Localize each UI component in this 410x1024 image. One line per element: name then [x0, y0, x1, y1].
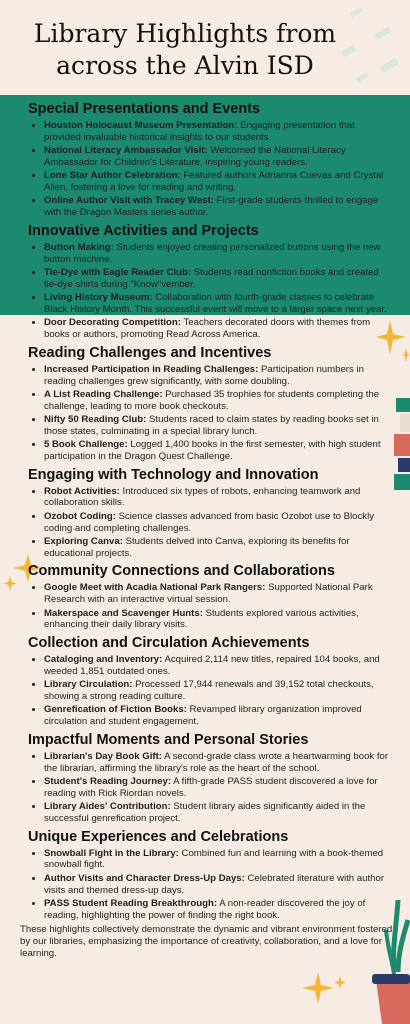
item-text: Acquired 2,114 new titles, repaired 104 books, and weeded 1,851 outdated ones. — [44, 654, 380, 677]
item-text: Teachers decorated doors with themes from books or authors, promoting Read Across America. — [44, 317, 371, 340]
brush-decoration — [330, 0, 410, 95]
section-title: Special Presentations and Events — [28, 101, 261, 117]
item-text: Science classes advanced from basic Ozobot use to Blockly coding and completing challenges. — [44, 510, 375, 534]
item-label: Snowball Fight in the Library: — [44, 847, 179, 859]
item-text: Combined fun and learning with a book-themed snowball fight. — [44, 847, 384, 871]
list-item — [44, 654, 394, 678]
list-item — [44, 292, 394, 316]
item-label: Library Aides' Contribution: — [44, 801, 171, 813]
item-text: Students enjoyed creating personalized buttons using the new button machine. — [44, 241, 381, 265]
item-text: Engaging presentation that provided invaluable historical insights to our students. — [44, 120, 355, 143]
item-label: Ozobot Coding: — [44, 510, 116, 522]
item-label: Nifty 50 Reading Club: — [44, 413, 147, 425]
list-item — [44, 170, 394, 194]
item-label: Houston Holocaust Museum Presentation: — [44, 120, 238, 131]
section-title: Innovative Activities and Projects — [28, 222, 259, 239]
item-text: Revamped library organization improved circulation and student engagement. — [44, 704, 362, 728]
closing-paragraph: These highlights collectively demonstrate the dynamic and vibrant environment fostered by our libraries, emphasizing the importance of creativity, collaboration, and a love for learning. — [20, 924, 393, 960]
list-item — [44, 751, 394, 775]
list-item — [44, 873, 394, 897]
item-label: Makerspace and Scavenger Hunts: — [44, 607, 203, 619]
item-label: Tie-Dye with Eagle Reader Club: — [44, 266, 191, 278]
section-unique-experiences — [28, 828, 394, 922]
list-item — [44, 317, 394, 341]
section-technology — [28, 466, 394, 560]
section-special-presentations — [28, 100, 394, 219]
list-item — [44, 242, 394, 266]
list-item — [44, 704, 394, 728]
item-label: National Literacy Ambassador Visit: — [44, 145, 208, 157]
item-text: Participation numbers in reading challenges grew significantly, with some doubling. — [44, 363, 364, 387]
item-text: Purchased 35 trophies for students completing the challenge, leading to more book checkouts. — [44, 388, 380, 412]
section-impactful-moments — [28, 731, 394, 825]
item-label: Genrefication of Fiction Books: — [44, 704, 187, 716]
item-label: Lone Star Author Celebration: — [44, 170, 181, 182]
list-item — [44, 267, 394, 291]
item-label: Student's Reading Journey: — [44, 775, 172, 787]
section-community — [28, 562, 394, 631]
list-item — [44, 801, 394, 825]
section-collection — [28, 634, 394, 728]
highlights-content — [20, 98, 394, 960]
item-label: A List Reading Challenge: — [44, 388, 163, 400]
list-item — [44, 511, 394, 535]
item-text: Featured authors Adrianna Cuevas and Crystal Allen, fostering a love for reading and writing. — [44, 170, 384, 193]
item-label: Button Making: — [44, 241, 114, 253]
item-label: Increased Participation in Reading Challenges: — [44, 363, 259, 375]
section-title: Community Connections and Collaborations — [28, 563, 335, 580]
item-label: Librarian's Day Book Gift: — [44, 750, 162, 762]
section-title: Impactful Moments and Personal Stories — [28, 731, 309, 748]
list-item — [44, 679, 394, 703]
item-text: Students read nonfiction books and created tie-dye shirts during "Know"vember. — [44, 266, 379, 290]
item-text: Collaboration with fourth-grade classes to celebrate Black History Month. This successful event will move to a larger space next year. — [44, 292, 387, 315]
item-text: A fifth-grade PASS student discovered a love for reading with Rick Riordan novels. — [44, 775, 378, 799]
item-text: A non-reader discovered the joy of reading, highlighting the power of finding the right book. — [44, 897, 366, 921]
section-innovative-activities — [28, 222, 394, 341]
section-title: Reading Challenges and Incentives — [28, 344, 272, 361]
item-text: Student library aides significantly aided in the successful genrefication project. — [44, 801, 366, 824]
page-title: Library Highlights from across the Alvin ISD — [33, 19, 337, 80]
section-title: Unique Experiences and Celebrations — [28, 828, 289, 845]
list-item — [44, 776, 394, 800]
list-item — [44, 582, 394, 606]
list-item — [44, 608, 394, 632]
item-label: Exploring Canva: — [44, 535, 123, 547]
item-label: Author Visits and Character Dress-Up Days: — [44, 872, 245, 884]
item-text: Supported National Park Research with an interactive virtual session. — [44, 582, 373, 606]
item-text: First-grade students thrilled to engage with the Dragon Masters series author. — [44, 195, 379, 219]
section-title: Engaging with Technology and Innovation — [28, 466, 319, 483]
item-label: Living History Museum: — [44, 292, 153, 304]
item-text: Celebrated literature with author visits and themed dress-up days. — [44, 872, 385, 896]
item-text: Introduced six types of robots, enhancing teamwork and collaboration skills. — [44, 485, 361, 509]
list-item — [44, 414, 394, 438]
list-item — [44, 898, 394, 922]
list-item — [44, 145, 394, 169]
item-label: Online Author Visit with Tracey West: — [44, 195, 214, 207]
list-item — [44, 536, 394, 560]
item-text: Logged 1,400 books in the first semester, with high student participation in the Dragon Quest Challenge. — [44, 439, 381, 462]
list-item — [44, 364, 394, 388]
book-stack-decoration — [394, 398, 410, 498]
list-item — [44, 195, 394, 219]
item-label: PASS Student Reading Breakthrough: — [44, 897, 218, 909]
item-label: Cataloging and Inventory: — [44, 654, 163, 666]
item-text: Students raced to claim states by reading books set in those states, culminating in a special library lunch. — [44, 413, 379, 437]
item-text: Welcomed the National Literacy Ambassador for Children's Literature, inspiring young readers. — [44, 145, 346, 168]
list-item — [44, 486, 394, 510]
item-text: Processed 17,944 renewals and 39,152 total checkouts, showing a strong reading culture. — [44, 679, 374, 702]
list-item — [44, 848, 394, 872]
item-label: 5 Book Challenge: — [44, 439, 128, 451]
list-item — [44, 389, 394, 413]
section-reading-challenges — [28, 344, 394, 463]
section-title: Collection and Circulation Achievements — [28, 635, 310, 652]
item-label: Door Decorating Competition: — [44, 317, 181, 329]
sparkle-icon — [300, 970, 350, 1010]
item-text: A second-grade class wrote a heartwarming book for the librarian, affirming the library's role as the heart of the school. — [44, 750, 389, 774]
item-text: Students delved into Canva, exploring its benefits for educational projects. — [44, 535, 350, 559]
list-item — [44, 439, 394, 463]
item-label: Library Circulation: — [44, 679, 133, 691]
list-item — [44, 120, 394, 144]
item-text: Students explored various activities, enhancing their daily library visits. — [44, 607, 359, 631]
item-label: Google Meet with Acadia National Park Rangers: — [44, 582, 266, 594]
item-label: Robot Activities: — [44, 485, 120, 497]
